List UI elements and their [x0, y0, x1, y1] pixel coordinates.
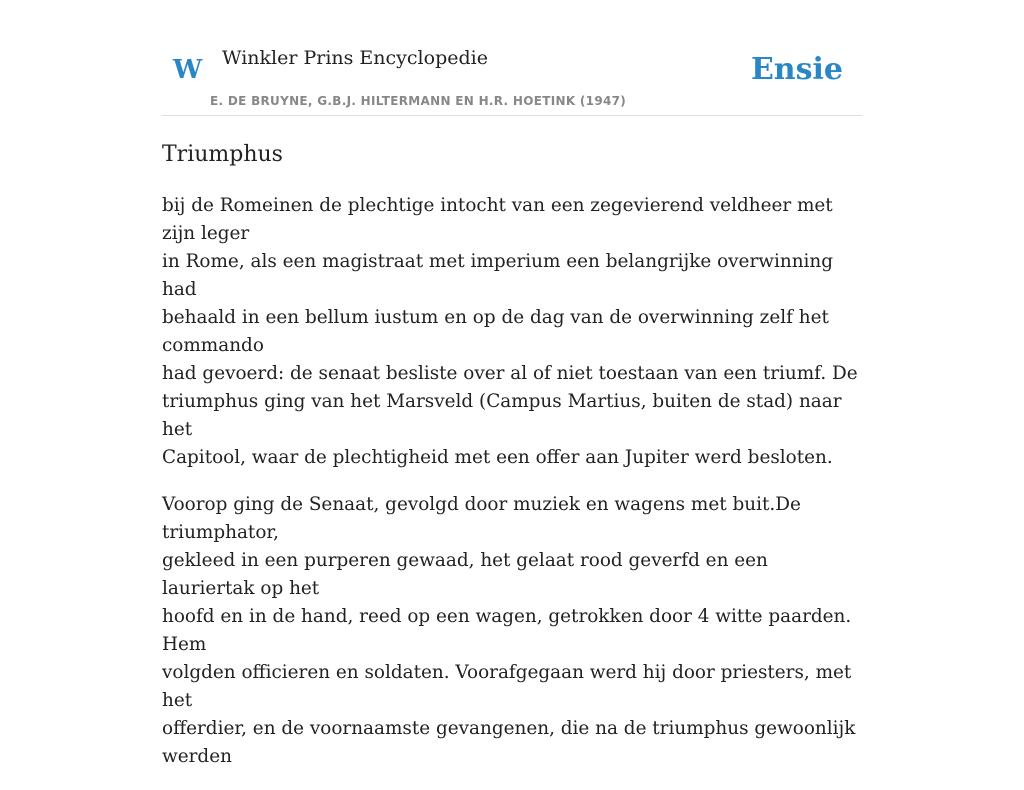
article-title: Triumphus: [162, 142, 283, 167]
article-paragraph-1: bij de Romeinen de plechtige intocht van een zegevierend veldheer met zijn leger in Rome, als een magistraat met imperium een belangrijke overwinning had behaald in een bellum iustum en op de dag van de overwinning zelf het commando had gevoerd: de senaat besliste over al of niet toestaan van een triumf. De triumphus ging van het Marsveld (Campus Martius, buiten de stad) naar het Capitool, waar de plechtigheid met een offer aan Jupiter werd besloten.: [162, 195, 858, 468]
ensie-logo[interactable]: Ensie: [750, 52, 843, 87]
winkler-prins-logo[interactable]: W: [173, 55, 203, 85]
source-authors: E. DE BRUYNE, G.B.J. HILTERMANN EN H.R. HOETINK (1947): [210, 94, 627, 108]
source-title[interactable]: Winkler Prins Encyclopedie: [222, 47, 488, 69]
article-body: [162, 192, 862, 790]
article-paragraph-2: Voorop ging de Senaat, gevolgd door muziek en wagens met buit.De triumphator, gekleed in een purperen gewaad, het gelaat rood geverfd en een lauriertak op het hoofd en in de hand, reed op een wagen, getrokken door 4 witte paarden. Hem volgden officieren en soldaten. Voorafgegaan werd hij door priesters, met het offerdier, en de voornaamste gevangenen, die na de triumphus gewoonlijk werden: [162, 494, 856, 767]
header-divider: [162, 115, 862, 116]
